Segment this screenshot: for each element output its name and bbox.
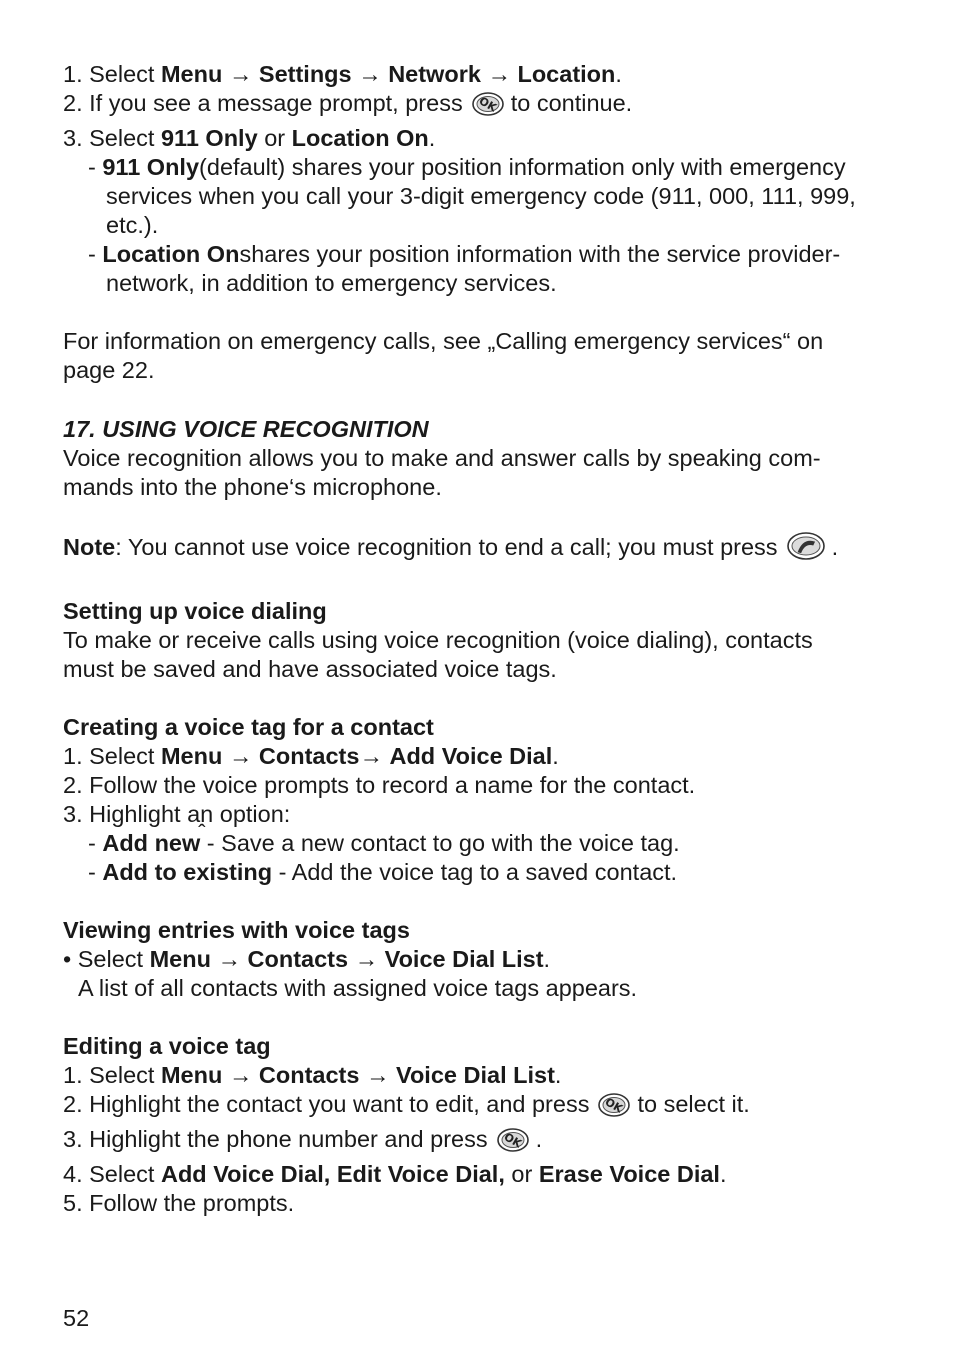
option-add-new: - Add new - Save a new contact to go with the voice tag. ˆ [63, 829, 893, 858]
bullet-location-on-cont: network, in addition to emergency services. [106, 270, 557, 296]
edit-step-4: 4. Select Add Voice Dial, Edit Voice Dial, or Erase Voice Dial. [63, 1161, 727, 1187]
setup-text-2: must be saved and have associated voice tags. [63, 656, 557, 682]
create-step-3: 3. Highlight an option: [63, 801, 291, 827]
setup-heading: Setting up voice dialing [63, 598, 327, 624]
edit-step-2: 2. Highlight the contact you want to edit, and press OK to select it. [63, 1090, 893, 1125]
step-message-prompt: 2. If you see a message prompt, press OK to continue. [63, 89, 893, 124]
create-step-2: 2. Follow the voice prompts to record a name for the contact. [63, 772, 696, 798]
setup-text: To make or receive calls using voice recognition (voice dialing), contacts [63, 627, 813, 653]
section-intro-2: mands into the phone‘s microphone. [63, 474, 442, 500]
section-intro: Voice recognition allows you to make and answer calls by speaking com- [63, 445, 821, 471]
svg-text:OK: OK [603, 1095, 626, 1116]
step-select-mode: 3. Select 911 Only or Location On. [63, 125, 436, 151]
info-line: For information on emergency calls, see „Calling emergency services“ on [63, 328, 824, 354]
view-step-1: • Select Menu → Contacts → Voice Dial List. [63, 946, 551, 972]
view-heading: Viewing entries with voice tags [63, 917, 410, 943]
end-call-key-icon [786, 531, 826, 568]
page-number: 52 [63, 1305, 90, 1331]
ok-key-icon [496, 1127, 530, 1160]
step-select-location: 1. Select Menu → Settings → Network → Location. [63, 61, 622, 87]
bullet-911-only: - 911 Only(default) shares your position information only with emergency [88, 154, 846, 180]
svg-text:OK: OK [476, 94, 499, 115]
edit-step-3: 3. Highlight the phone number and press OK . [63, 1125, 893, 1160]
note: Note: You cannot use voice recognition to end a call; you must press . [63, 531, 893, 568]
edit-step-5: 5. Follow the prompts. [63, 1190, 295, 1216]
manual-page [63, 60, 893, 1218]
ok-key-icon [471, 91, 505, 124]
view-step-2: A list of all contacts with assigned voice tags appears. [78, 975, 638, 1001]
bullet-911-only-cont1: services when you call your 3-digit emergency code (911, 000, 111, 999, [106, 183, 856, 209]
edit-heading: Editing a voice tag [63, 1033, 271, 1059]
create-step-1: 1. Select Menu → Contacts→ Add Voice Dial. [63, 743, 559, 769]
option-add-existing: - Add to existing - Add the voice tag to a saved contact. [88, 859, 678, 885]
bullet-911-only-cont2: etc.). [106, 212, 159, 238]
info-line-2: page 22. [63, 357, 155, 383]
section-heading: 17. USING VOICE RECOGNITION [63, 416, 429, 442]
create-heading: Creating a voice tag for a contact [63, 714, 434, 740]
ok-key-icon [597, 1092, 631, 1125]
edit-step-1: 1. Select Menu → Contacts → Voice Dial List. [63, 1062, 562, 1088]
svg-text:OK: OK [501, 1130, 524, 1151]
bullet-location-on: - Location Onshares your position information with the service provider- [88, 241, 841, 267]
